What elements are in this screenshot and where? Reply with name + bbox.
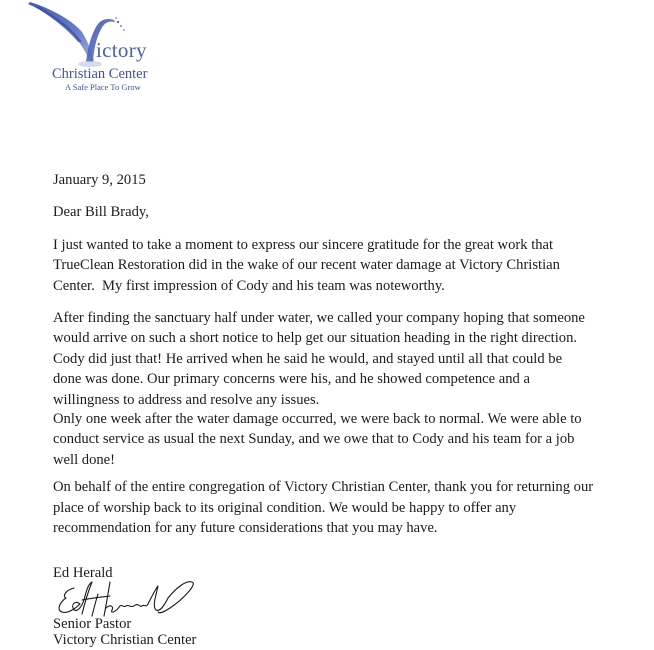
paragraph-line: On behalf of the entire congregation of Victory Christian Center, thank you for returning our <box>53 479 594 495</box>
paragraph-line: place of worship back to its original condition. We would be happy to offer any <box>53 500 517 516</box>
logo-word-victory: ictory <box>96 38 147 62</box>
paragraph-line: Cody did just that! He arrived when he said he would, and stayed until all that could be <box>53 351 563 367</box>
letterhead-logo <box>20 0 200 100</box>
paragraph-line: I just wanted to take a moment to express our sincere gratitude for the great work that <box>53 237 554 253</box>
paragraph-line: done was done. Our primary concerns were his, and he showed competence and a <box>53 371 530 387</box>
paragraph-line: Center. My first impression of Cody and his team was noteworthy. <box>53 278 445 294</box>
paragraph-line: recommendation for any future considerations that you may have. <box>53 520 438 536</box>
logo-org-name: Christian Center <box>52 66 148 82</box>
paragraph-line: would arrive on such a short notice to help get our situation heading in the right direction. <box>53 330 578 346</box>
paragraph-line: willingness to address and resolve any issues. <box>53 392 320 408</box>
paragraph-line: After finding the sanctuary half under water, we called your company hoping that someone <box>53 310 585 326</box>
signer-organization: Victory Christian Center <box>53 632 197 648</box>
logo-tagline: A Safe Place To Grow <box>65 82 141 92</box>
paragraph-line: TrueClean Restoration did in the wake of our recent water damage at Victory Christian <box>53 257 560 273</box>
signer-name: Ed Herald <box>53 565 113 581</box>
letter-salutation: Dear Bill Brady, <box>53 204 149 220</box>
signer-title: Senior Pastor <box>53 616 132 632</box>
letter-date: January 9, 2015 <box>53 172 146 188</box>
paragraph-line: Only one week after the water damage occurred, we were back to normal. We were able to <box>53 411 582 427</box>
paragraph-line: conduct service as usual the next Sunday, and we owe that to Cody and his team for a job <box>53 431 575 447</box>
paragraph-line: well done! <box>53 452 116 468</box>
